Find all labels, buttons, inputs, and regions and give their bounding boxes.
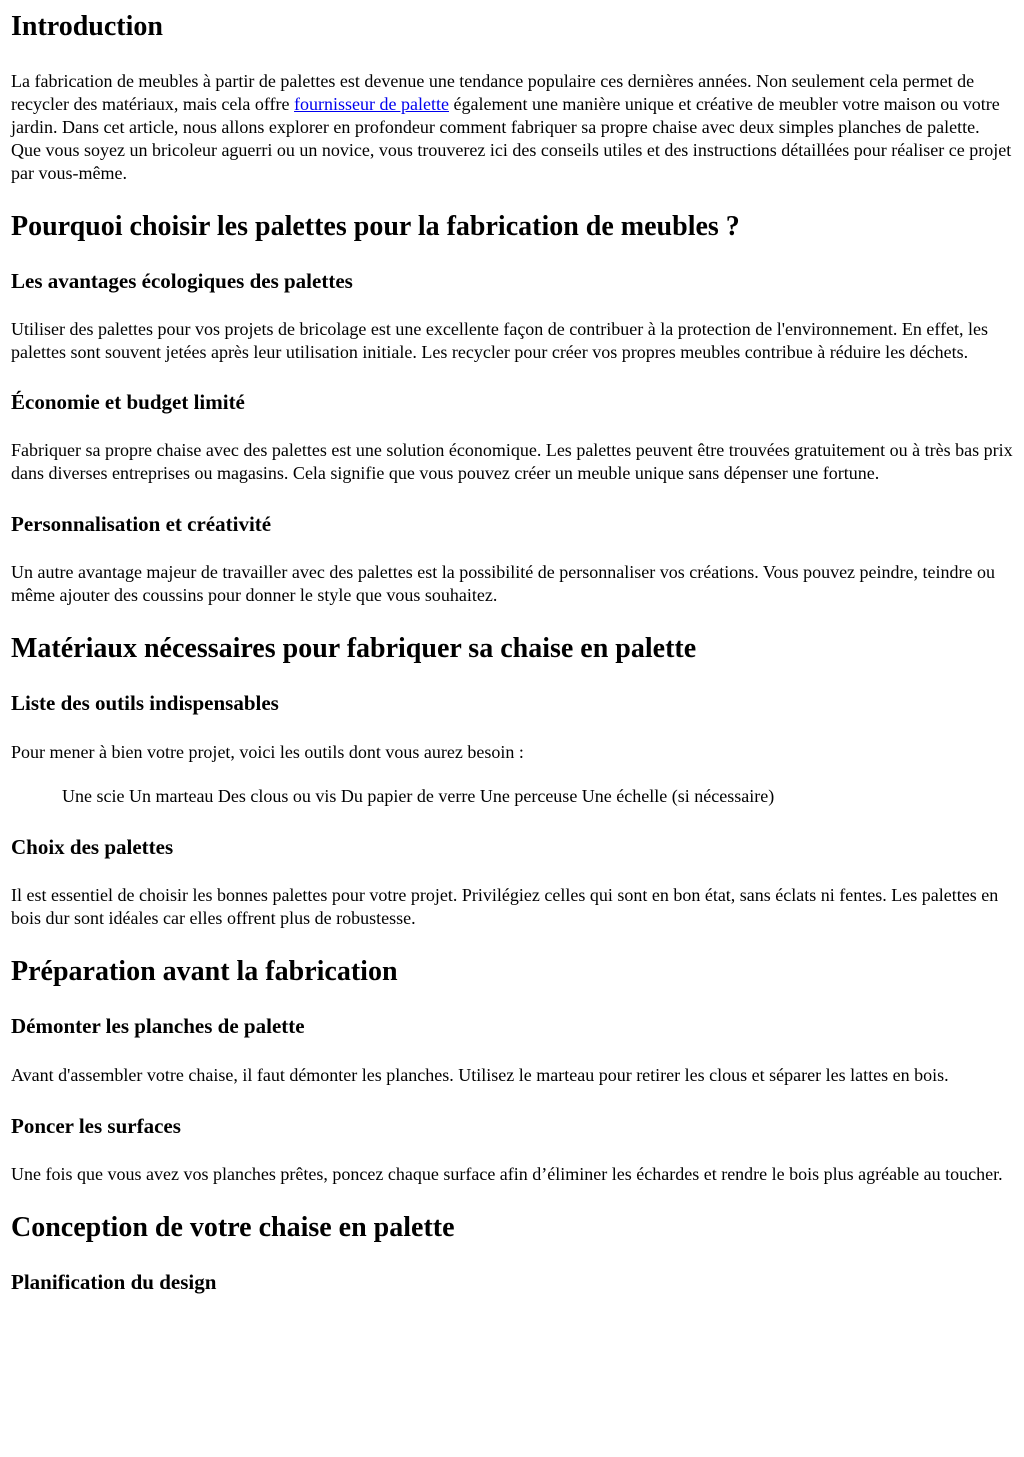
planning-heading: Planification du design [11,1270,217,1294]
custom-heading: Personnalisation et créativité [11,512,272,536]
choice-heading: Choix des palettes [11,835,174,859]
eco-heading: Les avantages écologiques des palettes [11,269,353,293]
intro-heading: Introduction [11,11,163,42]
tools-paragraph: Pour mener à bien votre projet, voici les outils dont vous aurez besoin : [11,742,524,762]
intro-text-after-link: également une manière unique et créative de meubler votre maison ou votre jardin. Dans cet article, nous allons explorer en profondeur comment fabriquer sa propre chaise avec deux simples planches de palette. Que vous soyez un bricoleur aguerri ou un novice, vous trouverez ici des conseils utiles et des instructions détaillées pour réaliser ce projet par vous-même. [11,94,1012,183]
article [0,11,1024,1294]
dismantle-paragraph: Avant d'assembler votre chaise, il faut démonter les planches. Utilisez le marteau pour retirer les clous et séparer les lattes en bois. [11,1065,949,1085]
supplier-link[interactable]: fournisseur de palette [294,94,449,114]
eco-paragraph: Utiliser des palettes pour vos projets de bricolage est une excellente façon de contribuer à la protection de l'environnement. En effet, les palettes sont souvent jetées après leur utilisation initiale. Les recycler pour créer vos propres meubles contribue à réduire les déchets. [11,319,989,362]
sand-heading: Poncer les surfaces [11,1114,181,1138]
intro-paragraph [11,70,1014,185]
budget-paragraph: Fabriquer sa propre chaise avec des palettes est une solution économique. Les palettes peuvent être trouvées gratuitement ou à très bas prix dans diverses entreprises ou magasins. Cela signifie que vous pouvez créer un meuble unique sans dépenser une fortune. [11,440,1013,483]
budget-heading: Économie et budget limité [11,390,245,414]
choice-paragraph: Il est essentiel de choisir les bonnes palettes pour votre projet. Privilégiez celles qui sont en bon état, sans éclats ni fentes. Les palettes en bois dur sont idéales car elles offrent plus de robustesse. [11,885,999,928]
preparation-heading: Préparation avant la fabrication [11,956,398,987]
custom-paragraph: Un autre avantage majeur de travailler avec des palettes est la possibilité de personnaliser vos créations. Vous pouvez peindre, teindre ou même ajouter des coussins pour donner le style que vous souhaitez. [11,562,995,605]
design-heading: Conception de votre chaise en palette [11,1212,455,1243]
sand-paragraph: Une fois que vous avez vos planches prêtes, poncez chaque surface afin d’éliminer les échardes et rendre le bois plus agréable au toucher. [11,1164,1003,1184]
why-heading: Pourquoi choisir les palettes pour la fabrication de meubles ? [11,211,740,242]
materials-heading: Matériaux nécessaires pour fabriquer sa chaise en palette [11,633,697,664]
dismantle-heading: Démonter les planches de palette [11,1014,305,1038]
tools-heading: Liste des outils indispensables [11,691,279,715]
intro-text-before-link: La fabrication de meubles à partir de palettes est devenue une tendance populaire ces dernières années. Non seulement cela permet de recycler des matériaux, mais cela offre [11,71,975,114]
tools-list: Une scie Un marteau Des clous ou vis Du papier de verre Une perceuse Une échelle (si nécessaire) [62,786,775,806]
